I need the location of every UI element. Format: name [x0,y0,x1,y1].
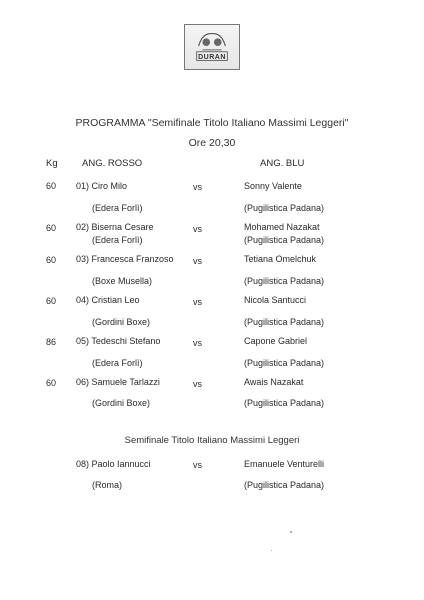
bout-blue-name: Awais Nazakat [244,377,304,387]
scan-speck [271,550,272,551]
bout-blue-club: (Pugilistica Padana) [244,235,325,245]
bout-red-name: 02) Biserna Cesare [76,222,154,232]
bout-vs: vs [193,182,202,192]
bout-blue-club: (Pugilistica Padana) [244,358,325,368]
bout-vs: vs [193,256,202,266]
semifinal-red-name: 08) Paolo Iannucci [76,459,151,469]
semifinal-blue-club: (Pugilistica Padana) [244,480,325,490]
bout-vs: vs [193,297,202,307]
bout-vs: vs [193,224,202,234]
bout-red-name: 06) Samuele Tarlazzi [76,377,160,387]
header-red-corner: ANG. ROSSO [82,158,143,169]
bout-blue-name: Sonny Valente [244,181,302,191]
bout-vs: vs [193,379,202,389]
bout-red-name: 01) Ciro Milo [76,181,128,191]
bout-red-club: (Edera Forlì) [92,203,143,213]
bout-blue-club: (Pugilistica Padana) [244,398,325,408]
bout-blue-name: Mohamed Nazakat [244,222,320,232]
bout-red-name: 03) Francesca Franzoso [76,254,174,264]
club-logo [184,24,240,70]
bout-red-club: (Gordini Boxe) [92,398,151,408]
logo-brand-text: DURAN [198,54,226,61]
bout-blue-name: Tetiana Omelchuk [244,254,317,264]
bout-blue-club: (Pugilistica Padana) [244,276,325,286]
bout-kg: 86 [46,337,57,347]
bout-kg: 60 [46,223,57,233]
header-kg: Kg [46,158,58,169]
semifinal-vs: vs [193,460,202,470]
boxer-emblem-icon [185,25,239,69]
bout-red-club: (Boxe Musella) [92,276,153,286]
bout-red-name: 05) Tedeschi Stefano [76,336,161,346]
semifinal-red-club: (Roma) [92,480,123,490]
semifinal-blue-name: Emanuele Venturelli [244,459,325,469]
program-title: PROGRAMMA "Semifinale Titolo Italiano Massimi Leggeri" [75,117,349,129]
bout-blue-club: (Pugilistica Padana) [244,317,325,327]
bout-kg: 60 [46,255,57,265]
header-blue-corner: ANG. BLU [260,158,305,169]
semifinal-title: Semifinale Titolo Italiano Massimi Leggeri [124,435,300,446]
bout-vs: vs [193,338,202,348]
bout-red-club: (Gordini Boxe) [92,317,151,327]
bout-blue-name: Capone Gabriel [244,336,308,346]
bout-kg: 60 [46,181,57,191]
bout-blue-name: Nicola Santucci [244,295,307,305]
bout-red-club: (Edera Forlì) [92,235,143,245]
bout-red-club: (Edera Forlì) [92,358,143,368]
bout-kg: 60 [46,378,57,388]
bout-red-name: 04) Cristian Leo [76,295,140,305]
program-time: Ore 20,30 [188,137,236,149]
bout-kg: 60 [46,296,57,306]
scan-speck [290,531,292,533]
bout-blue-club: (Pugilistica Padana) [244,203,325,213]
